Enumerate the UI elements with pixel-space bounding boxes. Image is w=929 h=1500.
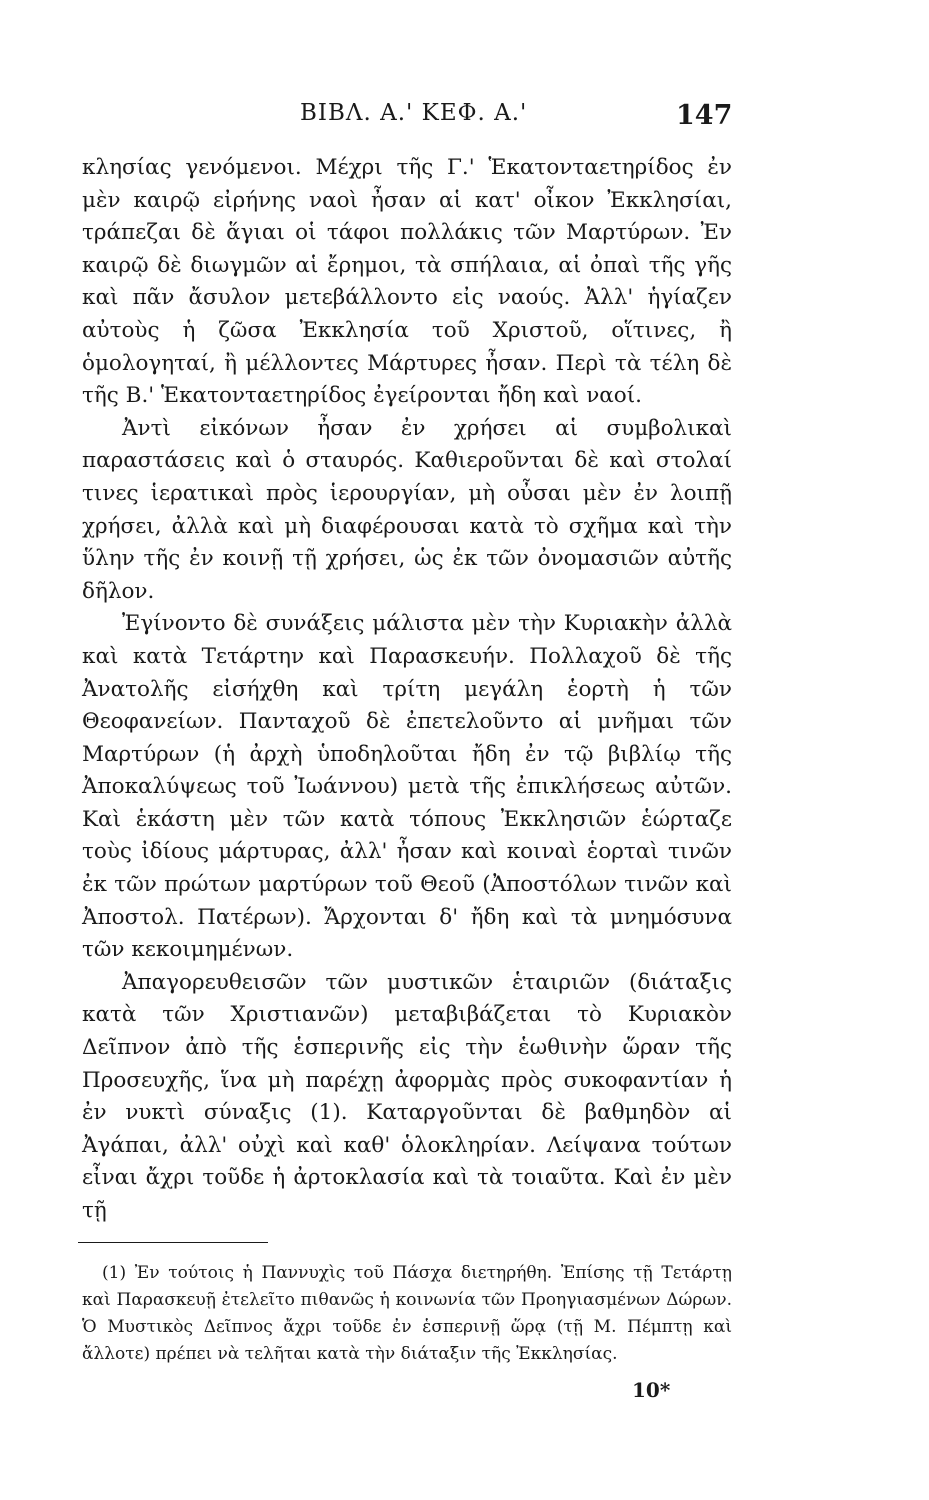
footnote-text: (1) Ἐν τούτοις ἡ Παννυχὶς τοῦ Πάσχα διετηρήθη. Ἐπίσης τῇ Τετάρτῃ καὶ Παρασκευῇ ἐτελεῖτο πιθανῶς ἡ κοινωνία τῶν Προηγιασμένων Δώρων. Ὁ Μυστικὸς Δεῖπνος ἄχρι τοῦδε ἐν ἑσπερινῇ ὥρᾳ (τῇ Μ. Πέμπτῃ καὶ ἄλλοτε) πρέπει νὰ τελῆται κατὰ τὴν διάταξιν τῆς Ἐκκλησίας.	[82, 1263, 732, 1364]
paragraph: Ἀπαγορευθεισῶν τῶν μυστικῶν ἑταιριῶν (διάταξις κατὰ τῶν Χριστιανῶν) μεταβιβάζεται τὸ Κυριακὸν Δεῖπνον ἀπὸ τῆς ἑσπερινῆς εἰς τὴν ἑωθινὴν ὥραν τῆς Προσευχῆς, ἵνα μὴ παρέχῃ ἀφορμὰς πρὸς συκοφαντίαν ἡ ἐν νυκτὶ σύναξις (1). Καταργοῦνται δὲ βαθμηδὸν αἱ Ἀγάπαι, ἀλλ' οὐχὶ καὶ καθ' ὁλοκληρίαν. Λείψανα τούτων εἶναι ἄχρι τοῦδε ἡ ἀρτοκλασία καὶ τὰ τοιαῦτα. Καὶ ἐν μὲν τῇ	[82, 969, 732, 1223]
running-header: ΒΙΒΛ. Α.' ΚΕΦ. Α.'	[300, 100, 528, 126]
paragraph: Ἀντὶ εἰκόνων ἦσαν ἐν χρήσει αἱ συμβολικαὶ παραστάσεις καὶ ὁ σταυρός. Καθιεροῦνται δὲ καὶ στολαί τινες ἱερατικαὶ πρὸς ἱερουργίαν, μὴ οὖσαι μὲν ἐν λοιπῇ χρήσει, ἀλλὰ καὶ μὴ διαφέρουσαι κατὰ τὸ σχῆμα καὶ τὴν ὕλην τῆς ἐν κοινῇ τῇ χρήσει, ὡς ἐκ τῶν ὀνομασιῶν αὐτῆς δῆλον.	[82, 415, 732, 604]
main-text	[82, 152, 732, 1228]
signature-mark: 10*	[632, 1378, 671, 1402]
footnote	[82, 1260, 732, 1368]
footnote-divider	[78, 1242, 268, 1243]
paragraph: κλησίας γενόμενοι. Μέχρι τῆς Γ.' Ἑκατονταετηρίδος ἐν μὲν καιρῷ εἰρήνης ναοὶ ἦσαν αἱ κατ' οἶκον Ἐκκλησίαι, τράπεζαι δὲ ἅγιαι οἱ τάφοι πολλάκις τῶν Μαρτύρων. Ἐν καιρῷ δὲ διωγμῶν αἱ ἔρημοι, τὰ σπήλαια, αἱ ὀπαὶ τῆς γῆς καὶ πᾶν ἄσυλον μετεβάλλοντο εἰς ναούς. Ἀλλ' ἡγίαζεν αὐτοὺς ἡ ζῶσα Ἐκκλησία τοῦ Χριστοῦ, οἵτινες, ἢ ὁμολογηταί, ἢ μέλλοντες Μάρτυρες ἦσαν. Περὶ τὰ τέλη δὲ τῆς Β.' Ἑκατονταετηρίδος ἐγείρονται ἤδη καὶ ναοί.	[82, 155, 732, 409]
page-number: 147	[676, 100, 733, 131]
paragraph: Ἐγίνοντο δὲ συνάξεις μάλιστα μὲν τὴν Κυριακὴν ἀλλὰ καὶ κατὰ Τετάρτην καὶ Παρασκευήν. Πολλαχοῦ δὲ τῆς Ἀνατολῆς εἰσήχθη καὶ τρίτη μεγάλη ἑορτὴ ἡ τῶν Θεοφανείων. Πανταχοῦ δὲ ἐπετελοῦντο αἱ μνῆμαι τῶν Μαρτύρων (ἡ ἀρχὴ ὑποδηλοῦται ἤδη ἐν τῷ βιβλίῳ τῆς Ἀποκαλύψεως τοῦ Ἰωάννου) μετὰ τῆς ἐπικλήσεως αὐτῶν. Καὶ ἑκάστη μὲν τῶν κατὰ τόπους Ἐκκλησιῶν ἑώρταζε τοὺς ἰδίους μάρτυρας, ἀλλ' ἦσαν καὶ κοιναὶ ἑορταὶ τινῶν ἐκ τῶν πρώτων μαρτύρων τοῦ Θεοῦ (Ἀποστόλων τινῶν καὶ Ἀποστολ. Πατέρων). Ἄρχονται δ' ἤδη καὶ τὰ μνημόσυνα τῶν κεκοιμημένων.	[82, 611, 732, 963]
